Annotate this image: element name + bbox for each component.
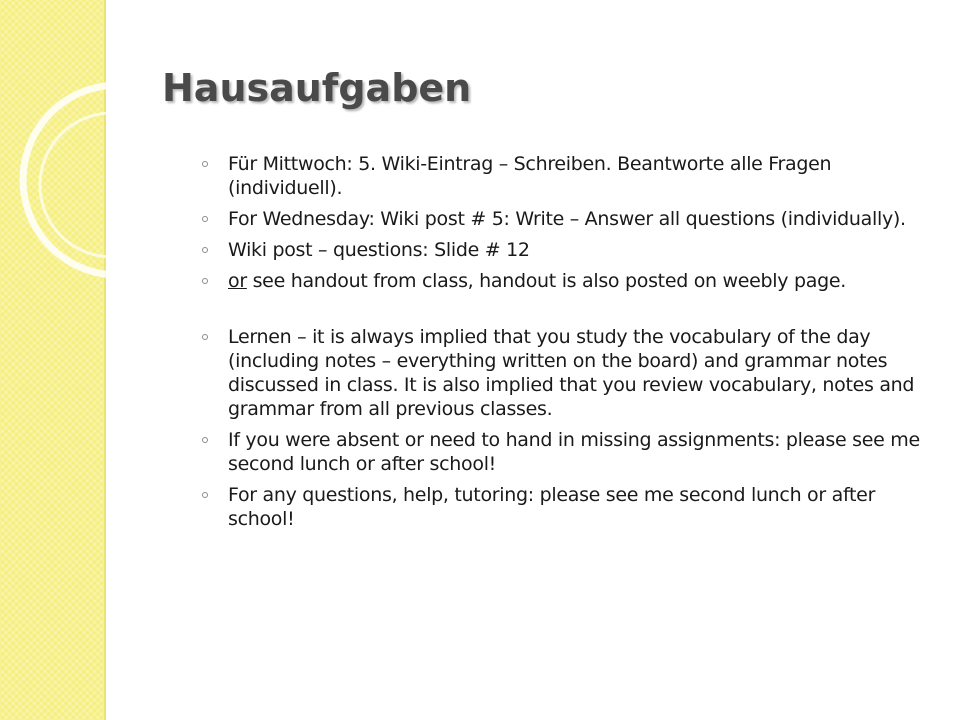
bullet-item (198, 483, 940, 531)
bullet-item (198, 207, 940, 231)
hollow-bullet-icon (202, 334, 208, 340)
bullet-text: For Wednesday: Wiki post # 5: Write – Answer all questions (individually). (228, 208, 906, 230)
bullet-item (198, 238, 940, 262)
hollow-bullet-icon (202, 492, 208, 498)
bullet-text: For any questions, help, tutoring: please see me second lunch or after school! (228, 484, 876, 530)
bullet-list (198, 152, 940, 538)
bullet-text: Lernen – it is always implied that you study the vocabulary of the day (including notes – everything written on the board) and grammar notes discussed in class. It is also implied that you review vocabulary, notes and grammar from all previous classes. (228, 326, 915, 420)
bullet-item (198, 152, 940, 200)
underlined-word: or (228, 270, 247, 292)
decorative-ring-inner (40, 113, 184, 257)
hollow-bullet-icon (202, 278, 208, 284)
bullet-text: Wiki post – questions: Slide # 12 (228, 239, 530, 261)
bullet-text: Für Mittwoch: 5. Wiki-Eintrag – Schreiben. Beantworte alle Fragen (individuell). (228, 153, 832, 199)
hollow-bullet-icon (202, 437, 208, 443)
slide-title: Hausaufgaben (162, 66, 472, 110)
bullet-item (198, 428, 940, 476)
bullet-text: If you were absent or need to hand in missing assignments: please see me second lunch or after school! (228, 429, 920, 475)
hollow-bullet-icon (202, 247, 208, 253)
bullet-text: see handout from class, handout is also posted on weebly page. (246, 270, 846, 292)
bullet-item (198, 325, 940, 421)
hollow-bullet-icon (202, 161, 208, 167)
bullet-item (198, 269, 940, 293)
hollow-bullet-icon (202, 216, 208, 222)
